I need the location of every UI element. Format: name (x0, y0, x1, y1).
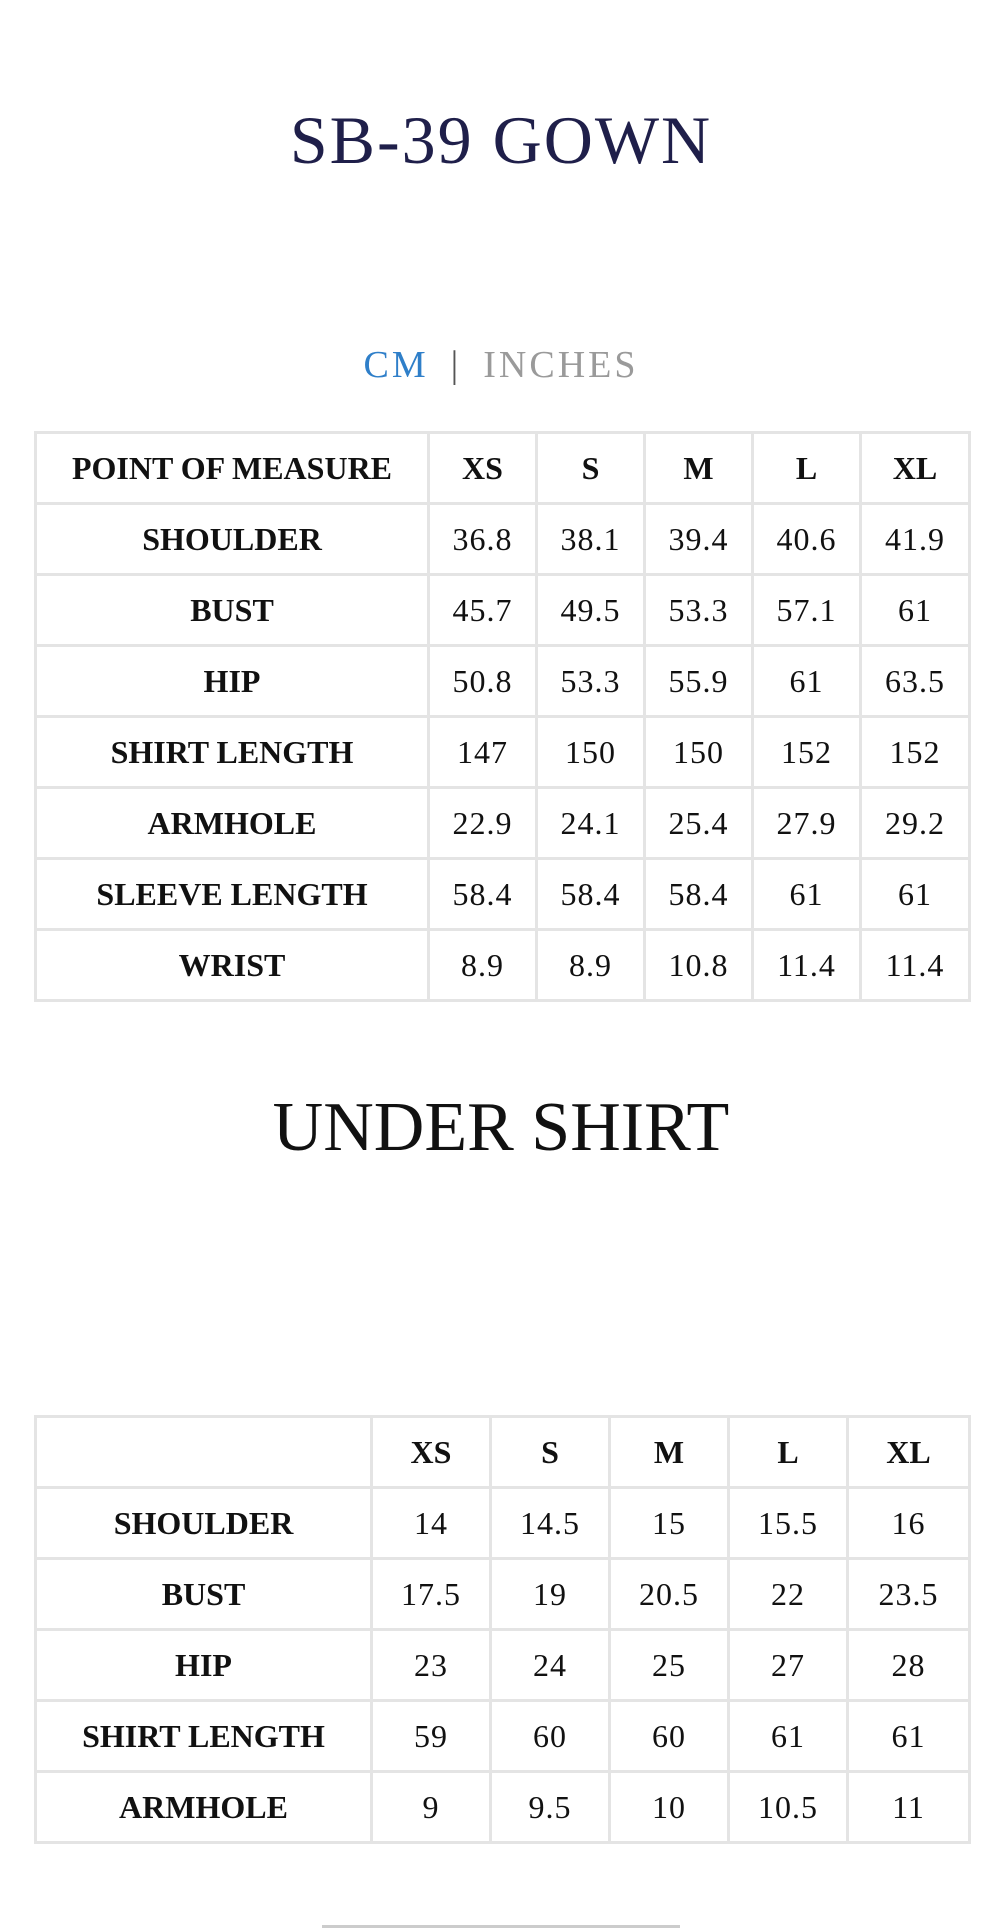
measure-value: 53.3 (537, 646, 645, 717)
measure-value: 63.5 (861, 646, 970, 717)
measure-value: 23 (372, 1630, 491, 1701)
measure-label: SHIRT LENGTH (36, 717, 429, 788)
table-row (36, 575, 970, 646)
header-empty-cell (36, 1417, 372, 1488)
measure-value: 55.9 (645, 646, 753, 717)
measure-label: BUST (36, 575, 429, 646)
header-size-xs: XS (429, 433, 537, 504)
measure-value: 10.5 (729, 1772, 848, 1843)
measure-value: 23.5 (848, 1559, 970, 1630)
measure-label: WRIST (36, 930, 429, 1001)
measure-value: 10.8 (645, 930, 753, 1001)
table-row (36, 504, 970, 575)
table-header-row (36, 1417, 970, 1488)
table-row (36, 646, 970, 717)
header-size-l: L (753, 433, 861, 504)
measure-value: 11.4 (753, 930, 861, 1001)
under-shirt-size-table (34, 1415, 971, 1844)
measure-value: 8.9 (429, 930, 537, 1001)
unit-toggle (0, 340, 1002, 390)
header-point-of-measure: POINT OF MEASURE (36, 433, 429, 504)
page-title: SB-39 GOWN (289, 102, 713, 178)
measure-value: 61 (861, 575, 970, 646)
measure-value: 38.1 (537, 504, 645, 575)
header-size-xl: XL (861, 433, 970, 504)
table-row (36, 1630, 970, 1701)
table-row (36, 1701, 970, 1772)
measure-value: 10 (610, 1772, 729, 1843)
measure-value: 152 (753, 717, 861, 788)
unit-separator: | (450, 344, 462, 386)
measure-value: 45.7 (429, 575, 537, 646)
measure-value: 15 (610, 1488, 729, 1559)
header-size-s: S (491, 1417, 610, 1488)
measure-value: 14.5 (491, 1488, 610, 1559)
measure-value: 50.8 (429, 646, 537, 717)
measure-value: 9.5 (491, 1772, 610, 1843)
table-row (36, 1488, 970, 1559)
measure-value: 152 (861, 717, 970, 788)
measure-value: 59 (372, 1701, 491, 1772)
unit-inches-tab[interactable]: INCHES (483, 344, 639, 386)
measure-value: 16 (848, 1488, 970, 1559)
measure-value: 53.3 (645, 575, 753, 646)
measure-value: 147 (429, 717, 537, 788)
measure-value: 61 (848, 1701, 970, 1772)
measure-value: 20.5 (610, 1559, 729, 1630)
measure-value: 58.4 (537, 859, 645, 930)
measure-label: HIP (36, 1630, 372, 1701)
measure-value: 61 (753, 646, 861, 717)
measure-value: 60 (491, 1701, 610, 1772)
measure-label: ARMHOLE (36, 788, 429, 859)
measure-label: BUST (36, 1559, 372, 1630)
measure-value: 8.9 (537, 930, 645, 1001)
measure-label: SHOULDER (36, 1488, 372, 1559)
measure-value: 61 (753, 859, 861, 930)
measure-value: 39.4 (645, 504, 753, 575)
under-shirt-title: UNDER SHIRT (272, 1089, 730, 1166)
header-size-xl: XL (848, 1417, 970, 1488)
measure-value: 17.5 (372, 1559, 491, 1630)
measure-value: 150 (537, 717, 645, 788)
table-row (36, 788, 970, 859)
measure-value: 61 (729, 1701, 848, 1772)
measure-value: 150 (645, 717, 753, 788)
measure-value: 28 (848, 1630, 970, 1701)
header-size-s: S (537, 433, 645, 504)
header-size-m: M (610, 1417, 729, 1488)
measure-value: 9 (372, 1772, 491, 1843)
measure-value: 25.4 (645, 788, 753, 859)
header-size-xs: XS (372, 1417, 491, 1488)
measure-value: 24 (491, 1630, 610, 1701)
measure-value: 57.1 (753, 575, 861, 646)
measure-label: SLEEVE LENGTH (36, 859, 429, 930)
measure-value: 61 (861, 859, 970, 930)
measure-label: SHIRT LENGTH (36, 1701, 372, 1772)
measure-value: 27 (729, 1630, 848, 1701)
gown-size-table (34, 431, 971, 1002)
measure-value: 11.4 (861, 930, 970, 1001)
measure-value: 29.2 (861, 788, 970, 859)
measure-value: 22 (729, 1559, 848, 1630)
measure-value: 25 (610, 1630, 729, 1701)
table-row (36, 1559, 970, 1630)
measure-value: 60 (610, 1701, 729, 1772)
measure-label: ARMHOLE (36, 1772, 372, 1843)
measure-value: 58.4 (429, 859, 537, 930)
measure-value: 27.9 (753, 788, 861, 859)
measure-value: 11 (848, 1772, 970, 1843)
measure-label: HIP (36, 646, 429, 717)
measure-value: 22.9 (429, 788, 537, 859)
measure-value: 19 (491, 1559, 610, 1630)
table-row (36, 930, 970, 1001)
measure-value: 41.9 (861, 504, 970, 575)
measure-label: SHOULDER (36, 504, 429, 575)
measure-value: 15.5 (729, 1488, 848, 1559)
header-size-m: M (645, 433, 753, 504)
measure-value: 36.8 (429, 504, 537, 575)
measure-value: 49.5 (537, 575, 645, 646)
measure-value: 24.1 (537, 788, 645, 859)
unit-cm-tab[interactable]: CM (363, 344, 429, 386)
measure-value: 40.6 (753, 504, 861, 575)
table-row (36, 717, 970, 788)
measure-value: 14 (372, 1488, 491, 1559)
table-row (36, 1772, 970, 1843)
table-row (36, 859, 970, 930)
header-size-l: L (729, 1417, 848, 1488)
table-header-row (36, 433, 970, 504)
measure-value: 58.4 (645, 859, 753, 930)
